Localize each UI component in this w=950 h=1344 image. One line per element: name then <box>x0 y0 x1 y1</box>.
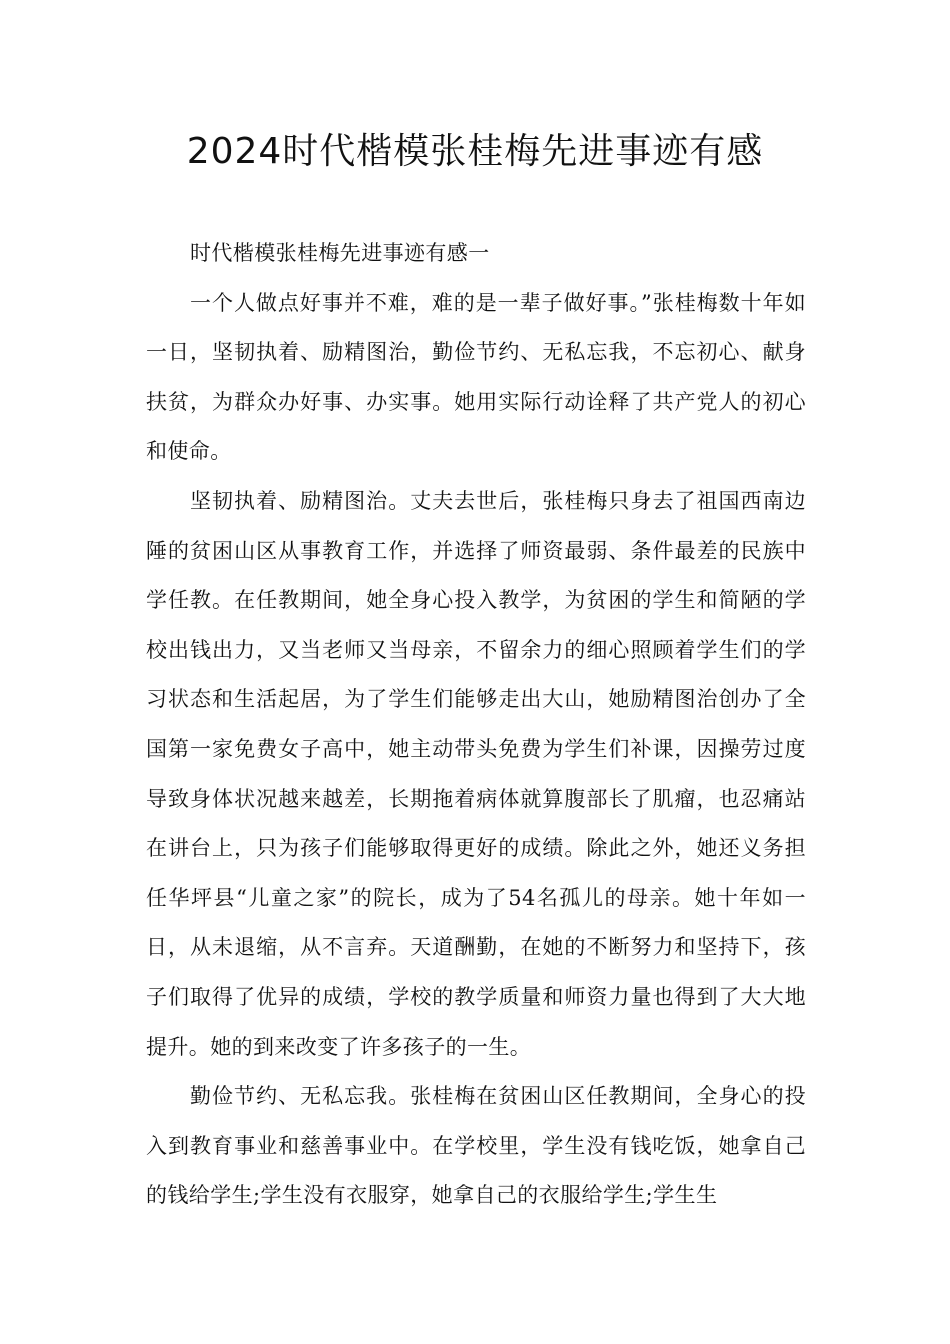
paragraph-perseverance: 坚韧执着、励精图治。丈夫去世后，张桂梅只身去了祖国西南边陲的贫困山区从事教育工作，并选择了师资最弱、条件最差的民族中学任教。在任教期间，她全身心投入教学，为贫困的学生和简陋的学校出钱出力，又当老师又当母亲，不留余力的细心照顾着学生们的学习状态和生活起居，为了学生们能够走出大山，她励精图治创办了全国第一家免费女子高中，她主动带头免费为学生们补课，因操劳过度导致身体状况越来越差，长期拖着病体就算腹部长了肌瘤，也忍痛站在讲台上，只为孩子们能够取得更好的成绩。除此之外，她还义务担任华坪县“儿童之家”的院长，成为了54名孤儿的母亲。她十年如一日，从未退缩，从不言弃。天道酬勤，在她的不断努力和坚持下，孩子们取得了优异的成绩，学校的教学质量和师资力量也得到了大大地提升。她的到来改变了许多孩子的一生。 <box>146 488 806 1059</box>
document-body <box>146 229 806 1221</box>
paragraph-frugality: 勤俭节约、无私忘我。张桂梅在贫困山区任教期间，全身心的投入到教育事业和慈善事业中。在学校里，学生没有钱吃饭，她拿自己的钱给学生;学生没有衣服穿，她拿自己的衣服给学生;学生生 <box>146 1084 806 1208</box>
paragraph-subtitle: 时代楷模张桂梅先进事迹有感一 <box>190 241 490 265</box>
paragraph-intro: 一个人做点好事并不难，难的是一辈子做好事。”张桂梅数十年如一日，坚韧执着、励精图治，勤俭节约、无私忘我，不忘初心、献身扶贫，为群众办好事、办实事。她用实际行动诠释了共产党人的初心和使命。 <box>146 290 806 464</box>
document-title: 2024时代楷模张桂梅先进事迹有感 <box>186 131 764 172</box>
